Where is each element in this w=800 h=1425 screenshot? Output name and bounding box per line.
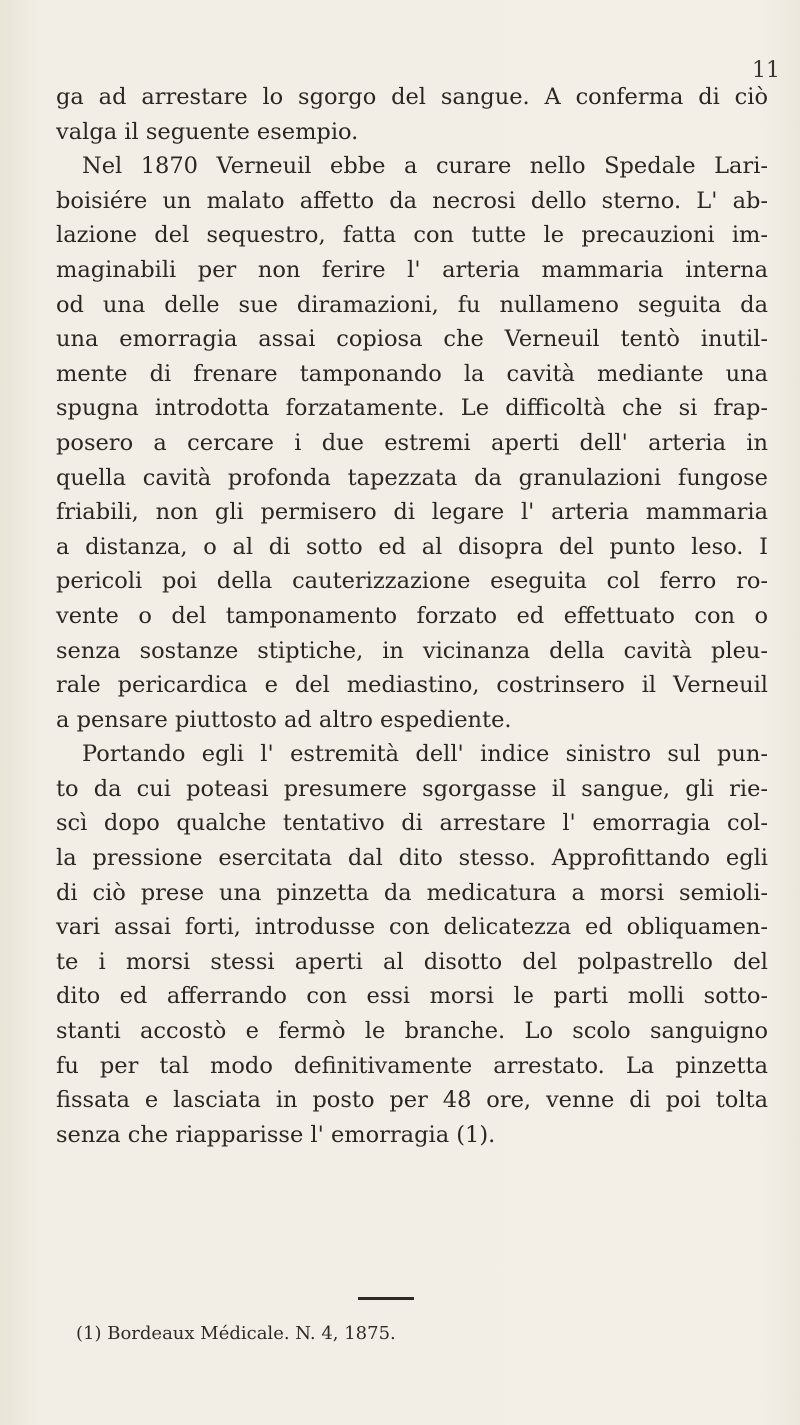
text-line: quella cavità profonda tapezzata da granulazioni fungose: [56, 464, 768, 491]
page-number: 11: [752, 58, 780, 83]
text-line: rale pericardica e del mediastino, costrinsero il Verneuil: [56, 672, 768, 699]
text-line: a pensare piuttosto ad altro espediente.: [56, 706, 512, 733]
text-line: te i morsi stessi aperti al disotto del polpastrello del: [56, 948, 768, 975]
text-line: fissata e lasciata in posto per 48 ore, venne di poi tolta: [56, 1087, 768, 1114]
footnote: (1) Bordeaux Médicale. N. 4, 1875.: [76, 1323, 396, 1344]
text-line: Nel 1870 Verneuil ebbe a curare nello Spedale Lari-: [82, 153, 768, 180]
text-line: od una delle sue diramazioni, fu nullameno seguita da: [56, 291, 768, 318]
text-line: una emorragia assai copiosa che Verneuil tentò inutil-: [56, 326, 768, 353]
text-line: spugna introdotta forzatamente. Le difficoltà che si frap-: [56, 395, 768, 422]
text-line: valga il seguente esempio.: [56, 118, 359, 145]
text-line: vente o del tamponamento forzato ed effettuato con o: [56, 602, 768, 629]
text-line: lazione del sequestro, fatta con tutte le precauzioni im-: [56, 222, 768, 249]
footnote-divider: [358, 1297, 414, 1300]
text-line: pericoli poi della cauterizzazione eseguita col ferro ro-: [56, 568, 768, 595]
text-line: Portando egli l' estremità dell' indice sinistro sul pun-: [82, 741, 768, 768]
body-text: [56, 80, 768, 1152]
text-line: ga ad arrestare lo sgorgo del sangue. A conferma di ciò: [56, 84, 768, 110]
text-line: senza che riapparisse l' emorragia (1).: [56, 1121, 496, 1148]
text-line: mente di frenare tamponando la cavità mediante una: [56, 360, 768, 387]
text-line: maginabili per non ferire l' arteria mammaria interna: [56, 256, 768, 283]
text-line: senza sostanze stiptiche, in vicinanza della cavità pleu-: [56, 637, 768, 664]
text-line: stanti accostò e fermò le branche. Lo scolo sanguigno: [56, 1018, 768, 1045]
text-line: dito ed afferrando con essi morsi le parti molli sotto-: [56, 983, 768, 1010]
text-line: fu per tal modo definitivamente arrestato. La pinzetta: [56, 1052, 768, 1079]
text-line: boisiére un malato affetto da necrosi dello sterno. L' ab-: [56, 187, 768, 214]
text-line: la pressione esercitata dal dito stesso. Approfittando egli: [56, 845, 768, 872]
text-line: di ciò prese una pinzetta da medicatura a morsi semioli-: [56, 879, 768, 906]
text-line: posero a cercare i due estremi aperti dell' arteria in: [56, 429, 768, 456]
text-line: to da cui poteasi presumere sgorgasse il sangue, gli rie-: [56, 775, 768, 802]
text-line: friabili, non gli permisero di legare l' arteria mammaria: [56, 499, 768, 526]
text-line: scì dopo qualche tentativo di arrestare l' emorragia col-: [56, 810, 768, 837]
text-line: vari assai forti, introdusse con delicatezza ed obliquamen-: [56, 914, 768, 941]
text-line: a distanza, o al di sotto ed al disopra del punto leso. I: [56, 533, 768, 560]
